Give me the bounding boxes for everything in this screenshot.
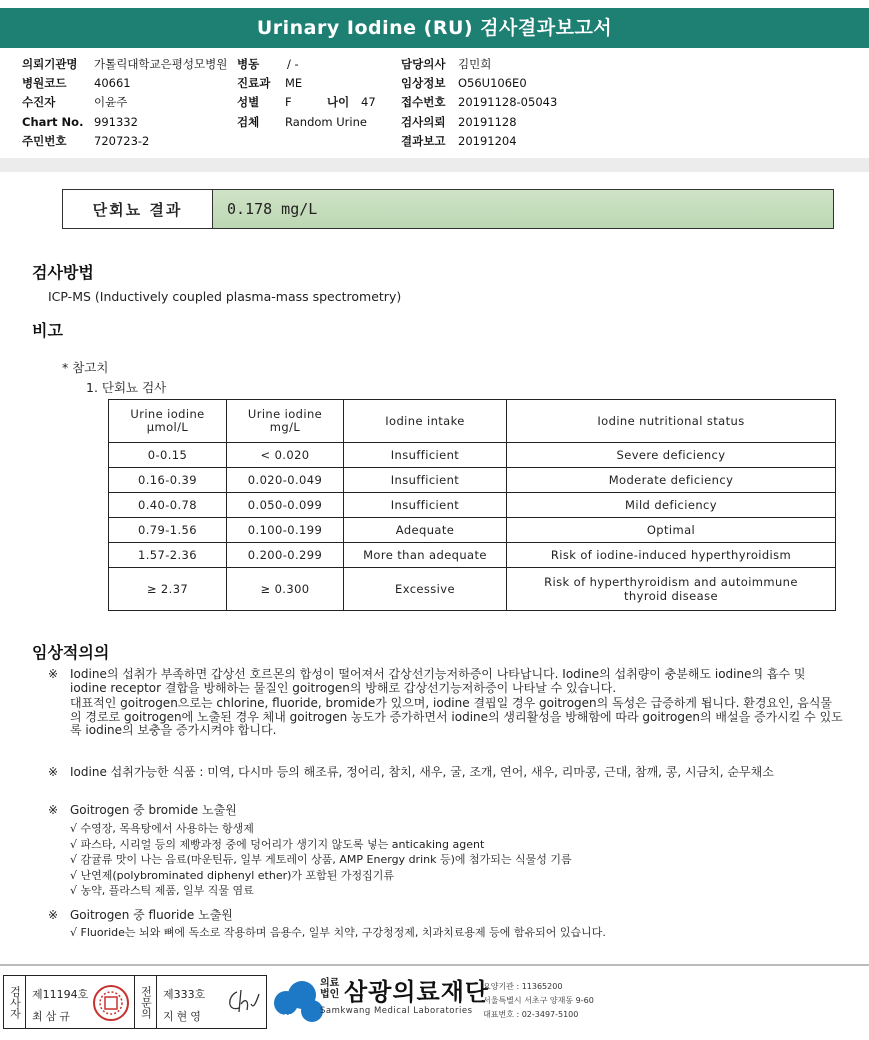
info-row: 의뢰기관명 가톨릭대학교은평성모병원 <box>22 57 228 71</box>
table-cell: 0.200-0.299 <box>227 543 344 568</box>
table-cell: Excessive <box>344 568 507 611</box>
table-header-row <box>109 400 836 443</box>
org-name-en: Samkwang Medical Laboratories <box>320 1006 473 1016</box>
table-cell: Adequate <box>344 518 507 543</box>
org-address: 서울특별시 서초구 양재동 9-60 <box>483 996 594 1005</box>
remark-heading: 비고 <box>32 321 63 340</box>
list-item: √ Fluoride는 뇌와 뼈에 독소로 작용하며 음용수, 일부 치약, 구강청정제, 치과치료용제 등에 함유되어 있습니다. <box>70 926 606 939</box>
table-cell: Optimal <box>507 518 836 543</box>
info-row: 성별 F <box>237 95 292 109</box>
table-cell: Moderate deficiency <box>507 468 836 493</box>
table-cell: ≥ 0.300 <box>227 568 344 611</box>
specialist-label: 전문의 <box>135 976 157 1028</box>
seal-stamp-icon <box>92 984 130 1022</box>
list-item: √ 농약, 플라스틱 제품, 일부 직물 염료 <box>70 884 254 897</box>
method-heading: 검사방법 <box>32 263 94 282</box>
org-phone: 대표번호 : 02-3497-5100 <box>483 1010 579 1019</box>
inspector-cell: 제11194호 최삼규 <box>26 976 135 1028</box>
reference-mark: ※ <box>48 803 59 817</box>
list-item: √ 수영장, 목욕탕에서 사용하는 항생제 <box>70 822 254 835</box>
table-cell: 0.79-1.56 <box>109 518 227 543</box>
table-cell: Insufficient <box>344 468 507 493</box>
info-row: 접수번호 20191128-05043 <box>401 95 558 109</box>
result-label: 단회뇨 결과 <box>63 190 213 228</box>
table-cell: More than adequate <box>344 543 507 568</box>
table-row <box>109 543 836 568</box>
table-cell: < 0.020 <box>227 443 344 468</box>
info-row: 수진자 이윤주 <box>22 95 128 109</box>
info-row: 검사의뢰 20191128 <box>401 115 517 129</box>
signature-box <box>3 975 267 1029</box>
result-box <box>62 189 834 229</box>
table-row <box>109 518 836 543</box>
header-mgl: Urine iodine mg/L <box>227 400 344 443</box>
ref-subtitle: 1. 단회뇨 검사 <box>86 380 167 395</box>
header-umol: Urine iodine μmol/L <box>109 400 227 443</box>
signature-icon <box>225 986 261 1018</box>
table-row <box>109 493 836 518</box>
list-item: √ 파스타, 시리얼 등의 제빵과정 중에 덩어리가 생기지 않도록 넣는 anticaking agent <box>70 837 485 851</box>
org-name: 삼광의료재단 <box>344 978 490 1006</box>
table-row <box>109 443 836 468</box>
list-item: √ 난연제(polybrominated diphenyl ether)가 포함된 가정집기류 <box>70 868 395 882</box>
specialist-cell: 제333호 지현영 <box>157 976 266 1028</box>
table-cell: 0-0.15 <box>109 443 227 468</box>
clinical-para-4: ※ Goitrogen 중 fluoride 노출원 <box>48 908 233 922</box>
info-row: 결과보고 20191204 <box>401 134 517 148</box>
reference-mark: ※ <box>48 765 59 779</box>
clinical-para-1: ※ Iodine의 섭취가 부족하면 갑상선 호르몬의 합성이 떨어져서 갑상선기능저하증이 나타납니다. Iodine의 섭취량이 충분해도 iodine의 흡수 및 iodine receptor 결합을 방해하는 물질인 goitrogen의 방해로 갑상선기능저하증이 나타날 수 있습니다. 대표적인 goitrogen으로는 chlorine, fluoride, bromide가 있으며, iodine 결핍일 경우 goitrogen의 독성은 급증하게 됩니다. 환경요인, 음식물의 경로로 goitrogen에 노출된 경우 체내 goitrogen 농도가 증가하면서 iodine의 생리활성을 방해함에 따라 goitrogen의 배설을 증가시킬 수 있도록 iodine의 보충을 증가시켜야 합니다. <box>48 667 843 737</box>
table-cell: 0.40-0.78 <box>109 493 227 518</box>
reference-mark: ※ <box>48 908 59 922</box>
table-cell: 0.020-0.049 <box>227 468 344 493</box>
table-cell: 0.050-0.099 <box>227 493 344 518</box>
report-title: Urinary Iodine (RU) 검사결과보고서 <box>0 8 869 48</box>
svg-text:SML: SML <box>278 1013 297 1022</box>
divider-band <box>0 158 869 172</box>
table-row <box>109 568 836 611</box>
info-row: 주민번호 720723-2 <box>22 134 150 148</box>
table-cell: 0.100-0.199 <box>227 518 344 543</box>
table-row <box>109 468 836 493</box>
method-text: ICP-MS (Inductively coupled plasma-mass spectrometry) <box>48 289 402 304</box>
table-cell: Mild deficiency <box>507 493 836 518</box>
org-code: 요양기관 : 11365200 <box>483 982 563 991</box>
table-cell: ≥ 2.37 <box>109 568 227 611</box>
table-cell: 0.16-0.39 <box>109 468 227 493</box>
info-row: Chart No. 991332 <box>22 115 138 129</box>
info-row: 임상정보 O56U106E0 <box>401 76 527 90</box>
table-cell: Insufficient <box>344 493 507 518</box>
inspector-label: 검사자 <box>4 976 26 1028</box>
clinical-heading: 임상적의의 <box>32 643 110 662</box>
info-row: 진료과 ME <box>237 76 303 90</box>
info-row: 담당의사 김민희 <box>401 57 492 71</box>
result-value: 0.178 mg/L <box>213 190 833 228</box>
clinical-para-2: ※ Iodine 섭취가능한 식품 : 미역, 다시마 등의 해조류, 정어리, 참치, 새우, 굴, 조개, 연어, 새우, 리마콩, 근대, 참깨, 콩, 시금치, 순무채소 <box>48 765 774 779</box>
reference-mark: ※ <box>48 667 59 681</box>
ref-title: * 참고치 <box>62 360 109 375</box>
table-cell: Risk of iodine-induced hyperthyroidism <box>507 543 836 568</box>
clinical-para-3: ※ Goitrogen 중 bromide 노출원 <box>48 803 237 817</box>
info-row: 병동 / - <box>237 57 299 71</box>
reference-table <box>108 399 836 611</box>
bromide-list <box>70 821 572 899</box>
footer-divider <box>0 964 869 966</box>
table-cell: Risk of hyperthyroidism and autoimmune thyroid disease <box>507 568 836 611</box>
table-cell: 1.57-2.36 <box>109 543 227 568</box>
table-cell: Severe deficiency <box>507 443 836 468</box>
fluoride-list <box>70 925 606 941</box>
list-item: √ 감귤류 맛이 나는 음료(마운틴듀, 일부 게토레이 상품, AMP Energy drink 등)에 첨가되는 식물성 기름 <box>70 853 572 866</box>
info-row: 병원코드 40661 <box>22 76 131 90</box>
info-row: 검체 Random Urine <box>237 115 367 129</box>
header-intake: Iodine intake <box>344 400 507 443</box>
table-cell: Insufficient <box>344 443 507 468</box>
header-status: Iodine nutritional status <box>507 400 836 443</box>
org-type: 의료 법인 <box>320 978 340 1000</box>
info-age: 나이 47 <box>327 95 376 109</box>
